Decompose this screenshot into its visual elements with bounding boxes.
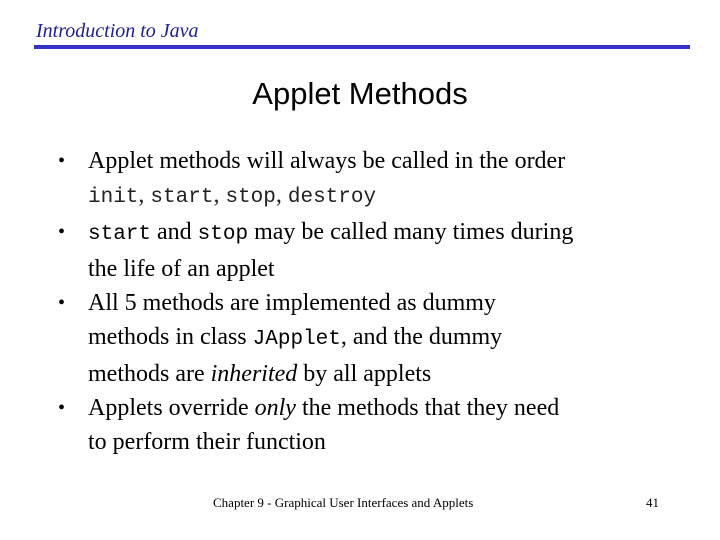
emphasis-only: only	[254, 395, 296, 421]
bullet-marker: •	[58, 292, 66, 314]
bullet-text-continuation: to perform their function	[88, 429, 326, 455]
method-name: destroy	[287, 186, 377, 209]
separator: ,	[138, 182, 151, 208]
bullet-list	[58, 144, 678, 459]
bullet-text-fragment: may be called many times during	[248, 219, 574, 245]
header-divider	[34, 45, 690, 49]
method-name: stop	[225, 186, 276, 209]
bullet-text-fragment: , and the dummy	[340, 324, 503, 350]
bullet-item	[58, 286, 678, 391]
bullet-text-fragment: Applets override	[88, 395, 255, 421]
bullet-text	[88, 215, 678, 252]
bullet-text-fragment: methods are	[88, 361, 211, 387]
page-number: 41	[646, 495, 659, 510]
code-japplet: JApplet	[252, 328, 341, 351]
bullet-item	[58, 144, 678, 215]
slide-title: Applet Methods	[252, 76, 468, 111]
method-sequence	[88, 178, 678, 215]
bullet-marker: •	[58, 150, 66, 172]
bullet-text: All 5 methods are implemented as dummy	[88, 290, 496, 316]
bullet-text: Applet methods will always be called in the order	[88, 148, 566, 174]
code-start: start	[88, 223, 152, 246]
bullet-marker: •	[58, 397, 66, 419]
bullet-text-fragment: methods in class	[88, 324, 253, 350]
bullet-item	[58, 391, 678, 459]
bullet-text-fragment: and	[151, 219, 198, 245]
separator: ,	[213, 182, 226, 208]
bullet-text-continuation	[88, 357, 678, 391]
bullet-text-continuation	[88, 320, 678, 357]
bullet-text-continuation: the life of an applet	[88, 256, 275, 282]
method-name: start	[150, 186, 214, 209]
bullet-marker: •	[58, 221, 66, 243]
method-name: init	[88, 186, 139, 209]
footer-chapter: Chapter 9 - Graphical User Interfaces and Applets	[213, 495, 474, 510]
emphasis-inherited: inherited	[210, 361, 298, 387]
bullet-item	[58, 215, 678, 286]
bullet-text-fragment: the methods that they need	[295, 395, 560, 421]
code-stop: stop	[197, 223, 249, 246]
separator: ,	[275, 182, 288, 208]
bullet-text	[88, 391, 678, 425]
bullet-text-fragment: by all applets	[297, 361, 432, 387]
course-title: Introduction to Java	[36, 20, 199, 42]
